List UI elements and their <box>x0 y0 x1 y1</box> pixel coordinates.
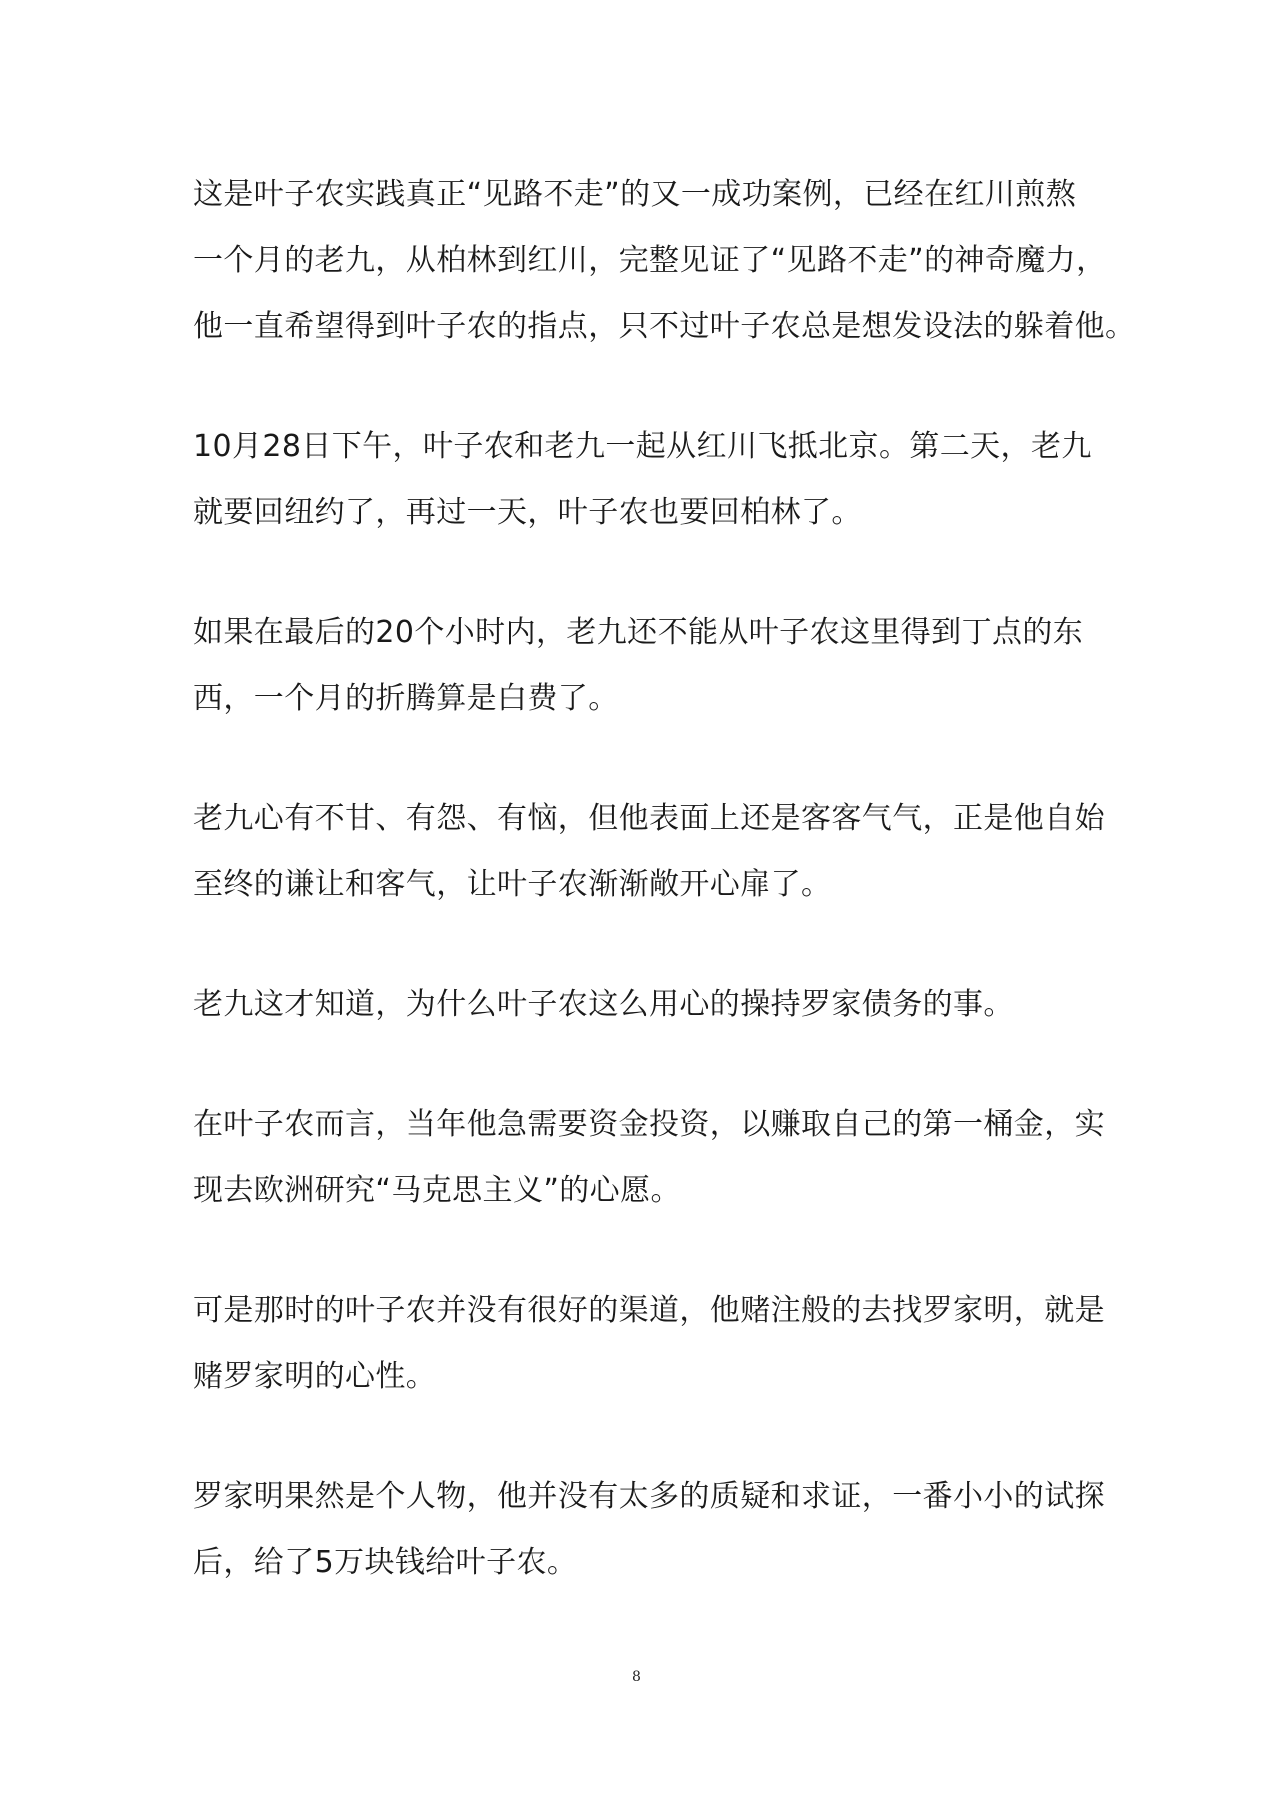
text-line: 罗家明果然是个人物，他并没有太多的质疑和求证，一番小小的试探 <box>193 1479 1105 1514</box>
text-line: 赌罗家明的心性。 <box>193 1359 437 1394</box>
text-line: 就要回纽约了，再过一天，叶子农也要回柏林了。 <box>193 495 862 530</box>
paragraph-3 <box>193 600 1093 732</box>
paragraph-4 <box>193 786 1105 918</box>
text-line: 可是那时的叶子农并没有很好的渠道，他赌注般的去找罗家明，就是 <box>193 1293 1105 1328</box>
page-number: 8 <box>632 1669 641 1685</box>
text-line: 10月28日下午，叶子农和老九一起从红川飞抵北京。第二天，老九 <box>193 429 1092 464</box>
text-line: 一个月的老九，从柏林到红川，完整见证了“见路不走”的神奇魔力， <box>193 243 1107 278</box>
text-line: 在叶子农而言，当年他急需要资金投资，以赚取自己的第一桶金，实 <box>193 1107 1105 1142</box>
text-line: 这是叶子农实践真正“见路不走”的又一成功案例，已经在红川煎熬 <box>193 177 1077 212</box>
text-line: 如果在最后的20个小时内，老九还不能从叶子农这里得到丁点的东 <box>193 615 1084 650</box>
paragraph-6 <box>193 1092 1105 1224</box>
text-line: 至终的谦让和客气，让叶子农渐渐敞开心扉了。 <box>193 867 832 902</box>
paragraph-5 <box>193 972 1093 1038</box>
paragraph-8 <box>193 1464 1105 1596</box>
text-line: 西，一个月的折腾算是白费了。 <box>193 681 619 716</box>
text-line: 后，给了5万块钱给叶子农。 <box>193 1545 578 1580</box>
paragraph-2 <box>193 414 1093 546</box>
text-line: 老九心有不甘、有怨、有恼，但他表面上还是客客气气，正是他自始 <box>193 801 1105 836</box>
text-line: 老九这才知道，为什么叶子农这么用心的操持罗家债务的事。 <box>193 987 1014 1022</box>
text-line: 他一直希望得到叶子农的指点，只不过叶子农总是想发设法的躲着他。 <box>193 309 1136 344</box>
paragraph-1 <box>193 162 1136 360</box>
text-line: 现去欧洲研究“马克思主义”的心愿。 <box>193 1173 681 1208</box>
paragraph-7 <box>193 1278 1105 1410</box>
document-body <box>193 162 1136 1650</box>
